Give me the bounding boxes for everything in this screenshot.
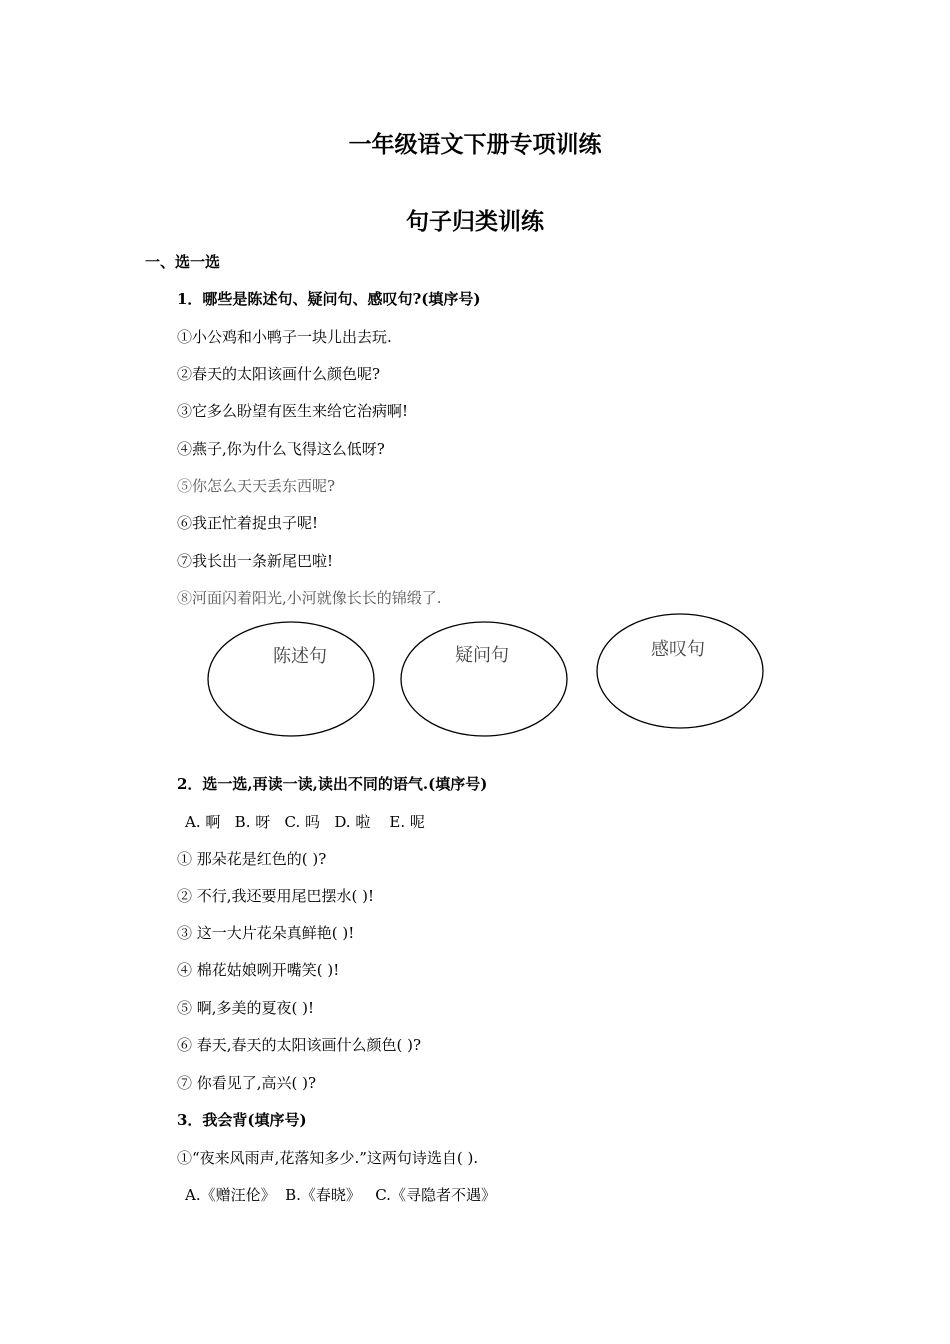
- question-2-heading: 2．选一选,再读一读,读出不同的语气.(填序号): [177, 775, 488, 793]
- page-title: 一年级语文下册专项训练: [348, 132, 602, 158]
- fill-blank-item[interactable]: ⑥ 春天,春天的太阳该画什么颜色( )?: [177, 1036, 422, 1054]
- sentence-type-ovals: [200, 610, 770, 745]
- question-3-heading: 3．我会背(填序号): [177, 1111, 307, 1129]
- interrogative-label: 疑问句: [455, 645, 509, 666]
- particle-options: A. 啊 B. 呀 C. 吗 D. 啦 E. 呢: [185, 813, 425, 831]
- sentence-item: ③它多么盼望有医生来给它治病啊!: [177, 402, 409, 420]
- fill-blank-item[interactable]: ⑤ 啊,多美的夏夜( )!: [177, 999, 315, 1017]
- fill-blank-item[interactable]: ④ 棉花姑娘咧开嘴笑( )!: [177, 961, 340, 979]
- fill-blank-item[interactable]: ② 不行,我还要用尾巴摆水( )!: [177, 887, 375, 905]
- fill-blank-item[interactable]: ⑦ 你看见了,高兴( )?: [177, 1074, 317, 1092]
- question-1-heading: 1．哪些是陈述句、疑问句、感叹句?(填序号): [177, 290, 481, 308]
- sentence-item: ①小公鸡和小鸭子一块儿出去玩.: [177, 328, 392, 346]
- sentence-item: ⑦我长出一条新尾巴啦!: [177, 552, 334, 570]
- section-heading: 一、选一选: [145, 253, 221, 271]
- sentence-item: ②春天的太阳该画什么颜色呢?: [177, 365, 381, 383]
- exclamatory-label: 感叹句: [651, 639, 705, 660]
- page-subtitle: 句子归类训练: [406, 209, 544, 235]
- sentence-item: ④燕子,你为什么飞得这么低呀?: [177, 440, 385, 458]
- declarative-label: 陈述句: [273, 646, 327, 667]
- sentence-item: ⑤你怎么天天丢东西呢?: [177, 477, 336, 495]
- declarative-oval[interactable]: [208, 622, 374, 736]
- interrogative-oval[interactable]: [401, 622, 567, 736]
- sentence-item: ⑥我正忙着捉虫子呢!: [177, 514, 319, 532]
- exclamatory-oval[interactable]: [597, 614, 763, 728]
- poem-options: A.《赠汪伦》 B.《春晓》 C.《寻隐者不遇》: [185, 1186, 496, 1204]
- fill-blank-item[interactable]: ③ 这一大片花朵真鲜艳( )!: [177, 924, 355, 942]
- fill-blank-item[interactable]: ① 那朵花是红色的( )?: [177, 850, 327, 868]
- sentence-item: ⑧河面闪着阳光,小河就像长长的锦缎了.: [177, 589, 442, 607]
- fill-blank-item[interactable]: ①“夜来风雨声,花落知多少.”这两句诗选自( ).: [177, 1149, 479, 1167]
